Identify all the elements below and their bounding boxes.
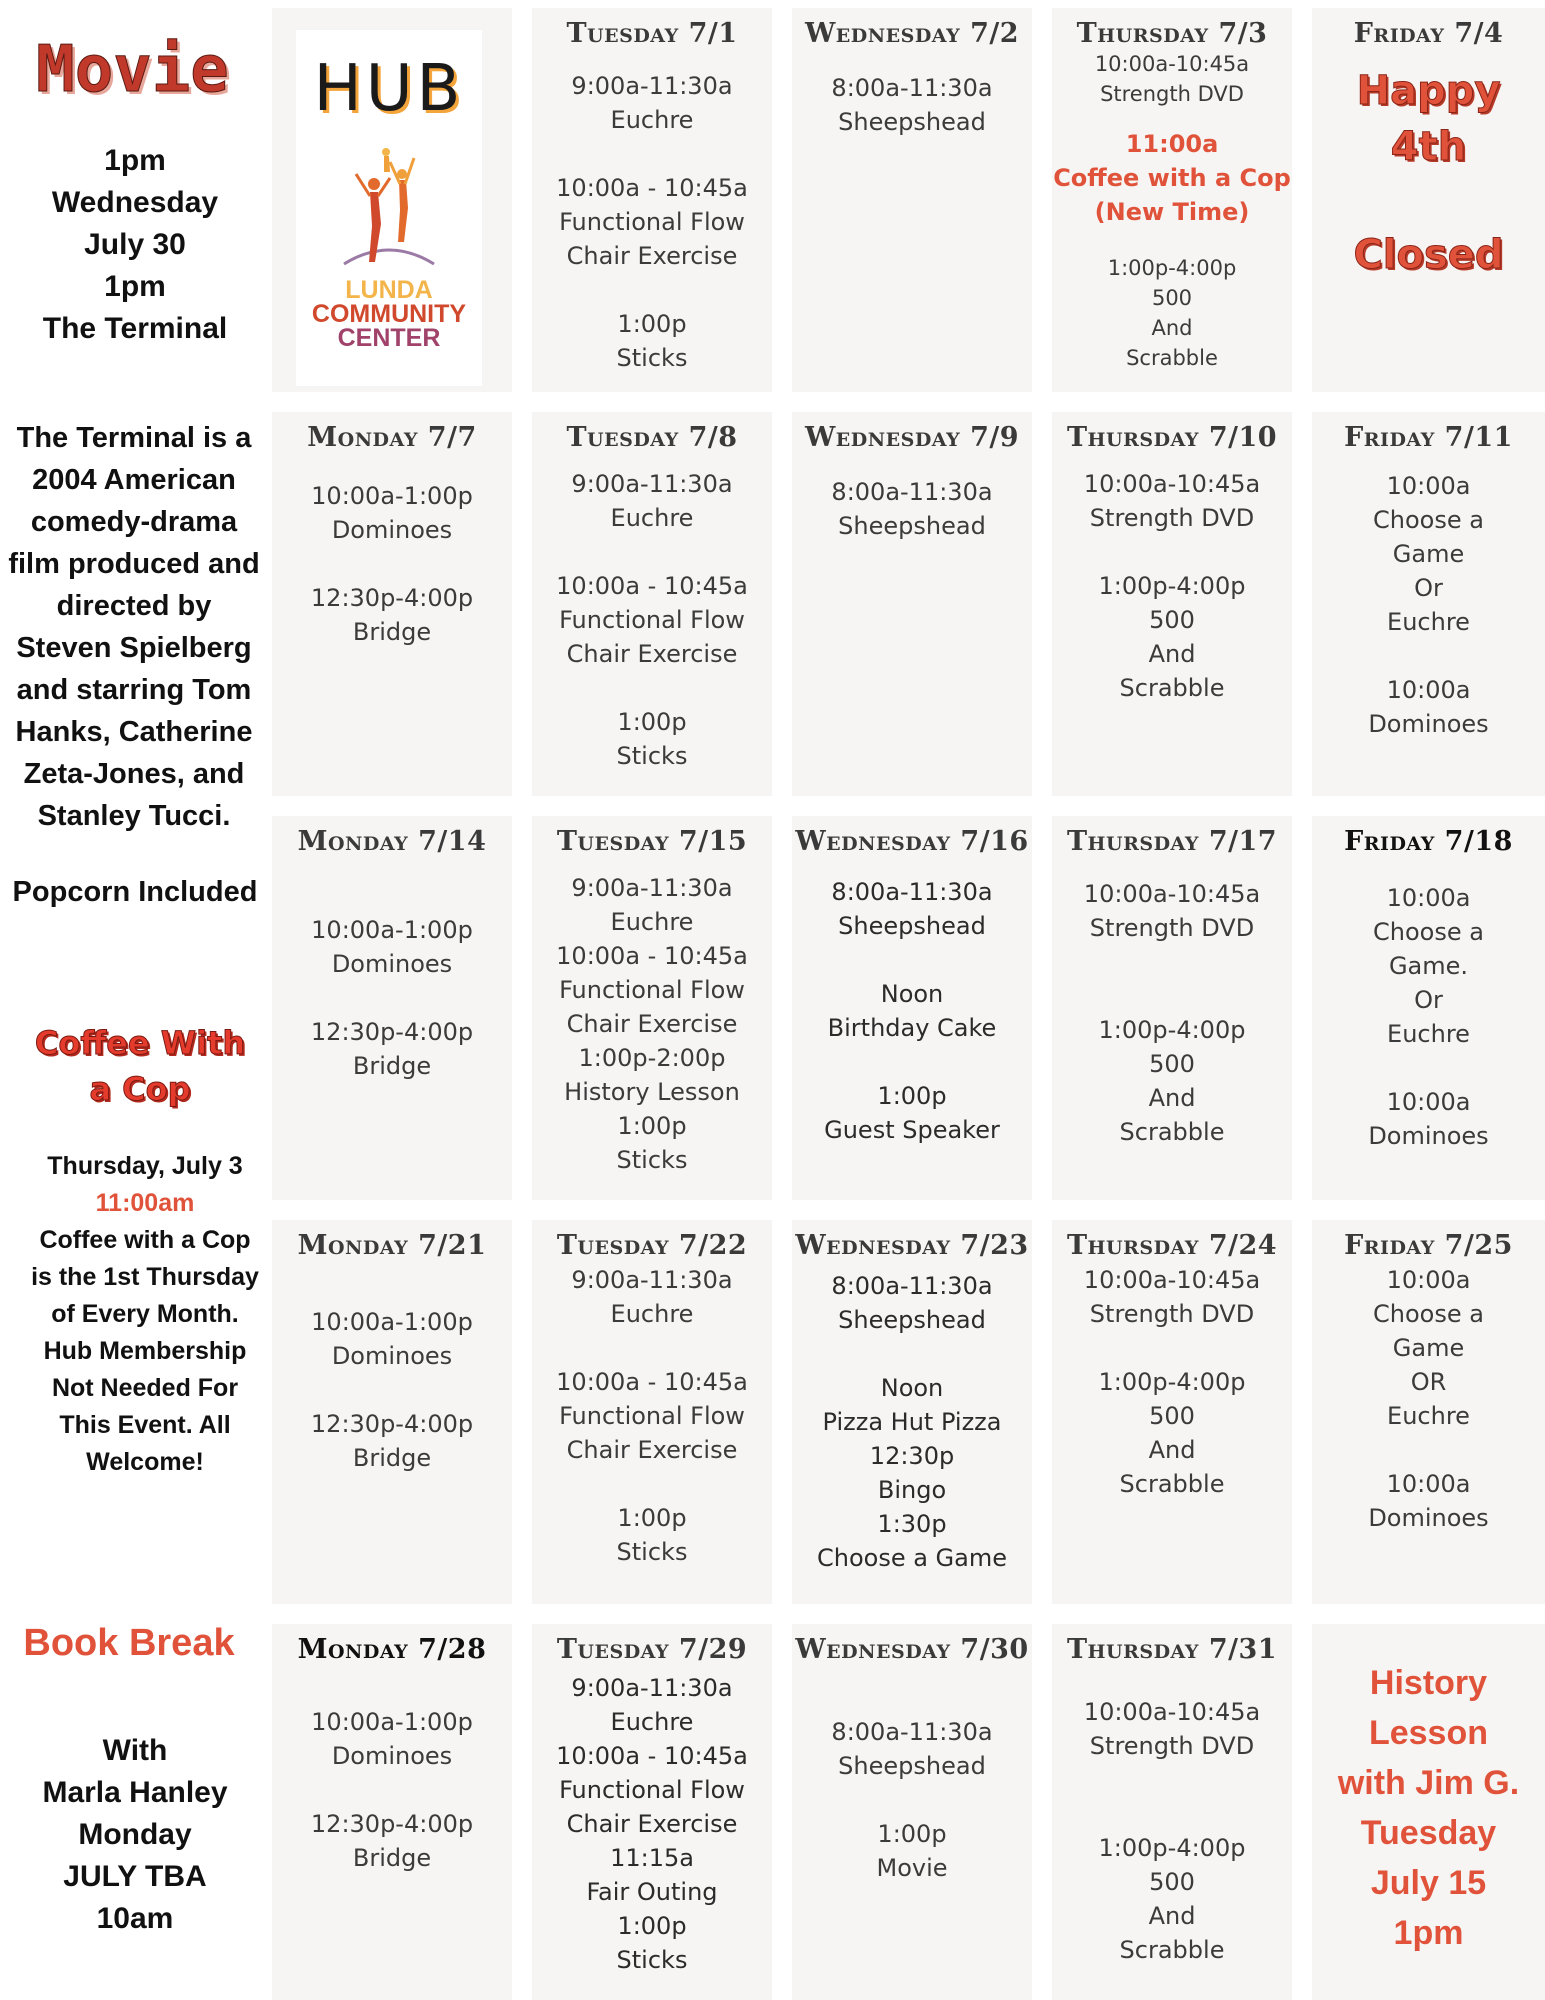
event-line: Euchre — [610, 1300, 694, 1328]
day-events-top — [1052, 49, 1292, 109]
event-line: 12:30p — [869, 1442, 955, 1470]
spacer — [272, 547, 512, 581]
spacer — [1052, 945, 1292, 979]
event-line: 1:00p-4:00p — [1098, 572, 1246, 600]
event-line: 9:00a-11:30a — [571, 72, 733, 100]
event-line: 8:00a-11:30a — [831, 1718, 993, 1746]
lunda-logo-line2: COMMUNITY — [311, 300, 467, 328]
event-line: Or — [1414, 986, 1443, 1014]
event-line: Sticks — [616, 1146, 688, 1174]
event-line: Noon — [880, 1374, 944, 1402]
event-line: Scrabble — [1126, 346, 1218, 370]
day-cell-wed-7-16 — [792, 816, 1032, 1200]
day-cell-wed-7-9 — [792, 412, 1032, 796]
day-cell-wed-7-2 — [792, 8, 1032, 392]
holiday-happy: Happy — [1356, 68, 1501, 114]
event-line: History Lesson — [564, 1078, 740, 1106]
event-line: Lesson — [1368, 1714, 1489, 1752]
event-line: Dominoes — [1368, 1122, 1489, 1150]
event-line: 1pm — [1393, 1914, 1464, 1952]
event-line: Strength DVD — [1089, 504, 1255, 532]
spacer — [272, 1773, 512, 1807]
day-events — [272, 1305, 512, 1475]
day-events — [532, 69, 772, 375]
book-with: With — [102, 1734, 168, 1767]
event-line: Coffee with a Cop — [1053, 164, 1291, 192]
event-line: Strength DVD — [1089, 914, 1255, 942]
day-header: Tuesday 7/1 — [566, 18, 738, 49]
event-line: Sticks — [616, 344, 688, 372]
coffee-with-cop-highlight — [1052, 127, 1292, 229]
event-line: Dominoes — [1368, 710, 1489, 738]
day-cell-mon-7-21 — [272, 1220, 512, 1604]
day-events — [1052, 467, 1292, 705]
day-header: Monday 7/21 — [297, 1230, 487, 1261]
holiday-4th: 4th — [1390, 124, 1467, 170]
event-line: 10:00a - 10:45a — [556, 174, 748, 202]
day-header: Friday 7/4 — [1353, 18, 1504, 49]
day-cell-wed-7-23 — [792, 1220, 1032, 1604]
holiday-closed: Closed — [1353, 232, 1504, 278]
event-line: Bridge — [352, 1052, 432, 1080]
lunda-logo-line1: LUNDA — [345, 276, 433, 304]
event-line: 10:00a — [1386, 472, 1471, 500]
movie-name: The Terminal — [42, 312, 228, 345]
day-cell-fri-7-11 — [1312, 412, 1545, 796]
event-line: 10:00a — [1386, 1088, 1471, 1116]
day-cell-mon-7-7 — [272, 412, 512, 796]
event-line: 500 — [1151, 286, 1193, 310]
movie-description: The Terminal is a 2004 American comedy-drama film produced and directed by Steven Spielberg and starring Tom Hanks, Catherine Zeta-Jones, and Stanley Tucci. — [8, 422, 260, 832]
day-events — [272, 1705, 512, 1875]
event-line: Bridge — [352, 1844, 432, 1872]
event-line: 500 — [1149, 1868, 1195, 1896]
event-line: Sticks — [616, 1538, 688, 1566]
day-cell-fri-7-25 — [1312, 1220, 1545, 1604]
day-header: Tuesday 7/22 — [556, 1230, 748, 1261]
day-cell-thu-7-3 — [1052, 8, 1292, 392]
event-line: Chair Exercise — [566, 640, 738, 668]
event-line: 1:00p — [617, 1912, 687, 1940]
day-header: Tuesday 7/8 — [566, 422, 738, 453]
movie-day: Wednesday — [51, 186, 219, 219]
day-header: Wednesday 7/30 — [795, 1634, 1029, 1665]
event-line: And — [1151, 316, 1193, 340]
day-cell-tue-7-8 — [532, 412, 772, 796]
event-line: Noon — [880, 980, 944, 1008]
day-header: Thursday 7/17 — [1066, 826, 1278, 857]
event-line: Game — [1392, 1334, 1465, 1362]
day-header: Wednesday 7/2 — [804, 18, 1020, 49]
movie-time: 1pm — [104, 144, 166, 177]
event-line: 12:30p-4:00p — [310, 584, 474, 612]
event-line: Chair Exercise — [566, 242, 738, 270]
spacer — [1312, 639, 1545, 673]
event-line: Scrabble — [1119, 1936, 1225, 1964]
day-events — [792, 875, 1032, 1147]
day-cell-thu-7-31 — [1052, 1624, 1292, 2000]
event-line: 12:30p-4:00p — [310, 1810, 474, 1838]
event-line: Dominoes — [331, 1742, 453, 1770]
event-line: Sheepshead — [838, 108, 986, 136]
day-events — [1052, 877, 1292, 1149]
book-time: 10am — [96, 1902, 174, 1935]
event-line: 10:00a - 10:45a — [556, 942, 748, 970]
day-events-bottom — [1052, 253, 1292, 373]
event-line: 10:00a — [1386, 1470, 1471, 1498]
day-events — [792, 71, 1032, 139]
event-line: Guest Speaker — [824, 1116, 1000, 1144]
event-line: Chair Exercise — [566, 1010, 738, 1038]
event-line: 8:00a-11:30a — [831, 74, 993, 102]
event-line: 1:00p — [617, 310, 687, 338]
event-line: 10:00a - 10:45a — [556, 572, 748, 600]
day-cell-tue-7-22 — [532, 1220, 772, 1604]
event-line: with Jim G. — [1337, 1764, 1520, 1802]
event-line: 10:00a - 10:45a — [556, 1368, 748, 1396]
day-events — [1312, 1263, 1545, 1535]
event-line: Euchre — [1387, 1402, 1470, 1430]
spacer — [792, 1045, 1032, 1079]
day-cell-fri-7-18 — [1312, 816, 1545, 1200]
spacer — [1052, 979, 1292, 1013]
day-events — [272, 479, 512, 649]
event-line: 8:00a-11:30a — [831, 478, 993, 506]
event-line: Fair Outing — [586, 1878, 718, 1906]
event-line: Strength DVD — [1089, 1732, 1255, 1760]
spacer — [272, 1373, 512, 1407]
event-line: Euchre — [610, 106, 694, 134]
lunda-logo-line3: CENTER — [337, 324, 441, 352]
day-events — [1312, 881, 1545, 1153]
event-line: Euchre — [1387, 608, 1470, 636]
movie-title: Movie — [36, 33, 229, 107]
event-line: 10:00a — [1386, 1266, 1471, 1294]
event-line: 9:00a-11:30a — [571, 874, 733, 902]
day-cell-mon-7-28 — [272, 1624, 512, 2000]
event-line: 1:00p-2:00p — [578, 1044, 726, 1072]
event-line: 500 — [1149, 1050, 1195, 1078]
event-line: 10:00a-10:45a — [1083, 1698, 1261, 1726]
spacer — [532, 1467, 772, 1501]
event-line: 1:00p-4:00p — [1098, 1368, 1246, 1396]
day-header: Friday 7/18 — [1344, 826, 1513, 857]
event-line: 8:00a-11:30a — [831, 878, 993, 906]
day-events — [1052, 1695, 1292, 1967]
event-line: 10:00a-1:00p — [311, 482, 473, 510]
logo-card — [296, 30, 482, 386]
event-line: Dominoes — [1368, 1504, 1489, 1532]
spacer — [532, 1331, 772, 1365]
event-line: And — [1148, 1084, 1196, 1112]
book-day: Monday — [78, 1818, 192, 1851]
day-cell-thu-7-17 — [1052, 816, 1292, 1200]
day-header: Friday 7/25 — [1344, 1230, 1513, 1261]
event-line: Scrabble — [1119, 674, 1225, 702]
event-line: Scrabble — [1119, 1118, 1225, 1146]
event-line: 10:00a-10:45a — [1083, 470, 1261, 498]
event-line: Movie — [876, 1854, 948, 1882]
day-header: Monday 7/14 — [297, 826, 487, 857]
event-line: And — [1148, 1902, 1196, 1930]
spacer — [792, 943, 1032, 977]
movie-section — [0, 30, 270, 370]
spacer — [1312, 1433, 1545, 1467]
event-line: 10:00a — [1386, 884, 1471, 912]
lunda-figures-logo — [334, 144, 444, 274]
event-line: (New Time) — [1094, 198, 1250, 226]
day-cell-tue-7-1 — [532, 8, 772, 392]
event-line: Functional Flow — [559, 1776, 745, 1804]
spacer — [532, 137, 772, 171]
book-break-details — [0, 1730, 270, 1940]
event-line: History — [1369, 1664, 1488, 1702]
day-header: Thursday 7/24 — [1066, 1230, 1278, 1261]
event-line: OR — [1410, 1368, 1447, 1396]
event-line: Sticks — [616, 1946, 688, 1974]
event-line: Strength DVD — [1089, 1300, 1255, 1328]
book-break-title: Book Break — [23, 1622, 235, 1664]
event-line: Functional Flow — [559, 208, 745, 236]
event-line: Functional Flow — [559, 1402, 745, 1430]
event-line: Functional Flow — [559, 976, 745, 1004]
event-line: Functional Flow — [559, 606, 745, 634]
spacer — [1052, 1763, 1292, 1797]
event-line: Euchre — [610, 908, 694, 936]
event-line: Bingo — [877, 1476, 947, 1504]
event-line: Euchre — [610, 504, 694, 532]
day-events — [532, 871, 772, 1177]
event-line: 10:00a-1:00p — [311, 1708, 473, 1736]
event-line: Strength DVD — [1100, 82, 1244, 106]
event-line: Bridge — [352, 618, 432, 646]
day-header: Tuesday 7/15 — [556, 826, 748, 857]
event-line: 10:00a - 10:45a — [556, 1742, 748, 1770]
spacer — [1052, 1331, 1292, 1365]
spacer — [792, 1783, 1032, 1817]
event-line: Choose a — [1373, 918, 1484, 946]
day-header: Monday 7/7 — [307, 422, 477, 453]
day-events — [272, 913, 512, 1083]
event-line: 9:00a-11:30a — [571, 1266, 733, 1294]
book-host: Marla Hanley — [42, 1776, 228, 1809]
event-line: 500 — [1149, 1402, 1195, 1430]
day-header: Tuesday 7/29 — [556, 1634, 748, 1665]
event-line: Or — [1414, 574, 1443, 602]
day-events — [792, 1715, 1032, 1885]
event-line: Dominoes — [331, 950, 453, 978]
event-line: 8:00a-11:30a — [831, 1272, 993, 1300]
event-line: Chair Exercise — [566, 1436, 738, 1464]
spacer — [532, 273, 772, 307]
hub-logo-text: HUB — [313, 52, 465, 126]
day-header: Wednesday 7/9 — [804, 422, 1020, 453]
event-line: And — [1148, 640, 1196, 668]
day-events — [1052, 1263, 1292, 1501]
spacer — [1052, 535, 1292, 569]
day-events — [532, 467, 772, 773]
coffee-description: Coffee with a Cop is the 1st Thursday of Every Month. Hub Membership Not Needed For This Event. All Welcome! — [31, 1226, 259, 1476]
event-line: Sheepshead — [838, 1306, 986, 1334]
event-line: 9:00a-11:30a — [571, 470, 733, 498]
spacer — [272, 981, 512, 1015]
event-line: Birthday Cake — [827, 1014, 997, 1042]
event-line: 9:00a-11:30a — [571, 1674, 733, 1702]
day-events — [1312, 469, 1545, 741]
coffee-time: 11:00am — [95, 1189, 195, 1217]
event-line: Choose a Game — [816, 1544, 1008, 1572]
event-line: Game. — [1388, 952, 1469, 980]
event-line: 1:00p — [617, 1112, 687, 1140]
day-header: Monday 7/28 — [297, 1634, 487, 1665]
spacer — [792, 1337, 1032, 1371]
movie-date: July 30 — [84, 228, 186, 261]
day-events — [792, 1269, 1032, 1575]
event-line: 12:30p-4:00p — [310, 1018, 474, 1046]
day-events — [532, 1263, 772, 1569]
event-line: 10:00a-10:45a — [1083, 1266, 1261, 1294]
book-date: JULY TBA — [63, 1860, 207, 1893]
event-line: Sheepshead — [838, 912, 986, 940]
day-header: Thursday 7/31 — [1066, 1634, 1278, 1665]
event-line: Choose a — [1373, 1300, 1484, 1328]
event-line: 1:00p-4:00p — [1107, 256, 1237, 280]
event-line: Tuesday — [1360, 1814, 1497, 1852]
event-line: 10:00a-1:00p — [311, 916, 473, 944]
event-line: 1:00p — [617, 1504, 687, 1532]
event-line: 1:00p — [877, 1820, 947, 1848]
day-header: Thursday 7/10 — [1066, 422, 1278, 453]
event-line: Sheepshead — [838, 512, 986, 540]
logo-cell — [272, 8, 512, 392]
event-line: Game — [1392, 540, 1465, 568]
history-lesson-text — [1312, 1658, 1545, 1958]
event-line: 11:15a — [610, 1844, 694, 1872]
movie-time-repeat: 1pm — [104, 270, 166, 303]
event-line: 1:00p — [877, 1082, 947, 1110]
event-line: 500 — [1149, 606, 1195, 634]
day-events — [792, 475, 1032, 543]
spacer — [532, 535, 772, 569]
event-line: Scrabble — [1119, 1470, 1225, 1498]
day-cell-fri-7-4 — [1312, 8, 1545, 392]
history-lesson-note — [1312, 1624, 1545, 2000]
event-line: 10:00a-10:45a — [1094, 52, 1250, 76]
day-header: Friday 7/11 — [1344, 422, 1513, 453]
day-header: Wednesday 7/16 — [795, 826, 1029, 857]
event-line: Euchre — [610, 1708, 694, 1736]
spacer — [532, 671, 772, 705]
event-line: 1:00p-4:00p — [1098, 1834, 1246, 1862]
coffee-title: Coffee With a Cop — [34, 1024, 246, 1108]
day-cell-wed-7-30 — [792, 1624, 1032, 2000]
event-line: Sticks — [616, 742, 688, 770]
event-line: 10:00a-1:00p — [311, 1308, 473, 1336]
day-cell-tue-7-15 — [532, 816, 772, 1200]
spacer — [1312, 1051, 1545, 1085]
event-line: Sheepshead — [838, 1752, 986, 1780]
event-line: And — [1148, 1436, 1196, 1464]
event-line: 10:00a-10:45a — [1083, 880, 1261, 908]
event-line: Euchre — [1387, 1020, 1470, 1048]
day-cell-thu-7-24 — [1052, 1220, 1292, 1604]
event-line: 1:00p-4:00p — [1098, 1016, 1246, 1044]
event-line: Choose a — [1373, 506, 1484, 534]
coffee-date: Thursday, July 3 — [47, 1152, 243, 1180]
day-header: Wednesday 7/23 — [795, 1230, 1029, 1261]
event-line: 11:00a — [1125, 130, 1219, 158]
day-header: Thursday 7/3 — [1076, 18, 1268, 49]
event-line: Chair Exercise — [566, 1810, 738, 1838]
event-line: 1:00p — [617, 708, 687, 736]
event-line: Dominoes — [331, 516, 453, 544]
popcorn-note: Popcorn Included — [12, 876, 258, 908]
event-line: 12:30p-4:00p — [310, 1410, 474, 1438]
spacer — [1052, 1797, 1292, 1831]
coffee-details — [30, 1148, 260, 1481]
event-line: July 15 — [1370, 1864, 1487, 1902]
event-line: 10:00a — [1386, 676, 1471, 704]
event-line: Pizza Hut Pizza — [822, 1408, 1002, 1436]
day-events — [532, 1671, 772, 1977]
day-cell-thu-7-10 — [1052, 412, 1292, 796]
event-line: Bridge — [352, 1444, 432, 1472]
event-line: 1:30p — [877, 1510, 947, 1538]
event-line: Dominoes — [331, 1342, 453, 1370]
day-cell-mon-7-14 — [272, 816, 512, 1200]
day-cell-tue-7-29 — [532, 1624, 772, 2000]
